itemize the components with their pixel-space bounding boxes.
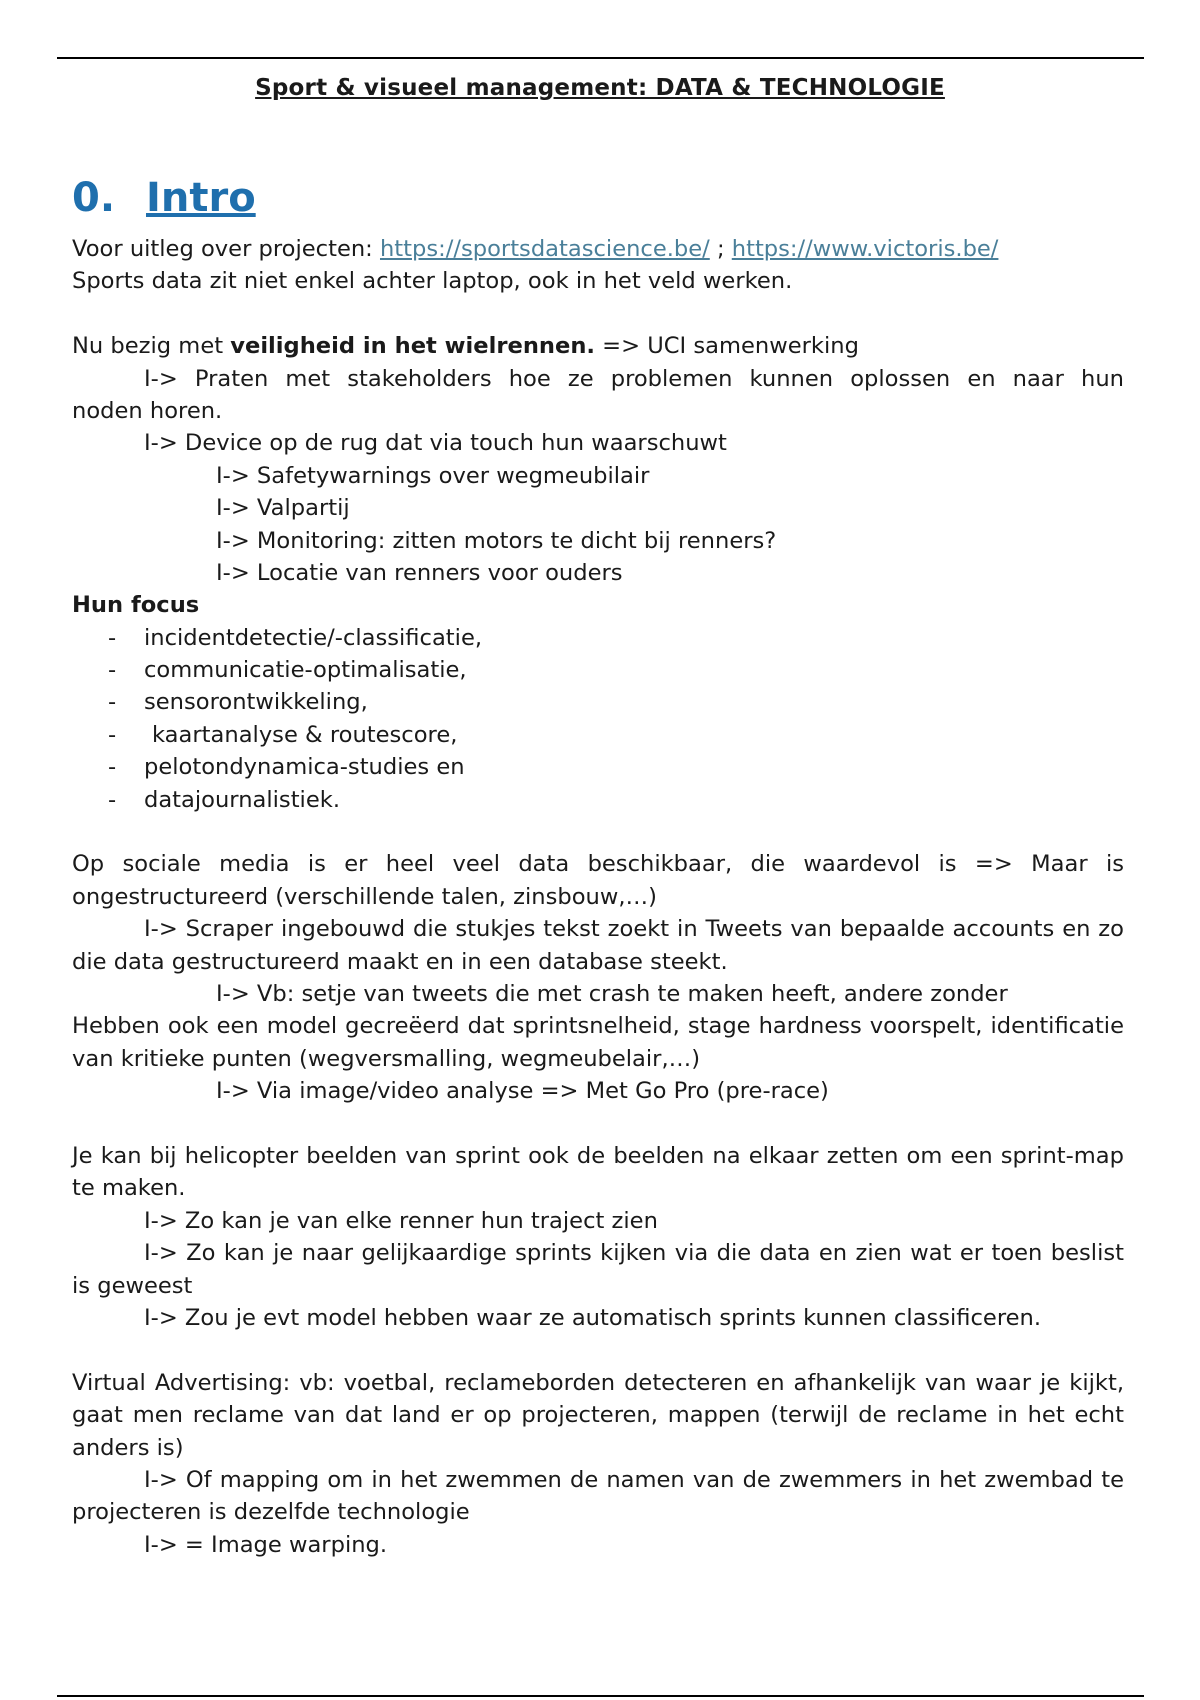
cycling-prefix: Nu bezig met [72, 333, 231, 360]
header-rule [57, 57, 1144, 59]
intro-line-2: Sports data zit niet enkel achter laptop, ook in het veld werken. [72, 268, 793, 295]
document-body [72, 233, 1124, 1561]
focus-item-text: kaartanalyse & routescore, [152, 721, 458, 748]
focus-heading [72, 589, 1124, 621]
section-number: 0. [72, 175, 116, 221]
social-p3: I-> Vb: setje van tweets die met crash te maken heeft, andere zonder [216, 981, 1008, 1008]
social-p5: I-> Via image/video analyse => Met Go Pro (pre-race) [216, 1078, 829, 1105]
virtual-p2: I-> Of mapping om in het zwemmen de namen van de zwemmers in het zwembad te projecteren is dezelfde technologie [72, 1467, 1124, 1526]
bullet-dash: - [108, 624, 117, 651]
cycling-subitem: I-> Valpartij [216, 495, 350, 522]
bullet-dash: - [108, 721, 117, 748]
bullet-dash: - [108, 754, 117, 781]
social-p1a: Op sociale media is er heel veel data beschikbaar, die waardevol is => Maar is [72, 851, 1124, 878]
social-p2: I-> Scraper ingebouwd die stukjes tekst zoekt in Tweets van bepaalde accounts en zo die data gestructureerd maakt en in een database steekt. [72, 916, 1124, 975]
cycling-bold: veiligheid in het wielrennen. [230, 333, 595, 360]
cycling-subitem: I-> Monitoring: zitten motors te dicht bij renners? [216, 527, 777, 554]
cycling-subitem: I-> Locatie van renners voor ouders [216, 559, 623, 586]
social-p1b: ongestructureerd (verschillende talen, zinsbouw,…) [72, 883, 657, 910]
section-heading [72, 170, 256, 226]
sprint-p1: Je kan bij helicopter beelden van sprint ook de beelden na elkaar zetten om een sprint-map te maken. [72, 1143, 1124, 1202]
footer-rule [57, 1695, 1144, 1697]
focus-heading-text: Hun focus [72, 592, 200, 619]
projects-line [72, 233, 1124, 265]
focus-item [72, 654, 1124, 686]
focus-item-text: pelotondynamica-studies en [144, 754, 465, 781]
focus-item [72, 622, 1124, 654]
focus-item [72, 751, 1124, 783]
victoris-link[interactable]: https://www.victoris.be/ [731, 236, 999, 262]
social-p4: Hebben ook een model gecreëerd dat sprintsnelheid, stage hardness voorspelt, identificatie van kritieke punten (wegversmalling, wegmeubelair,…) [72, 1013, 1124, 1072]
focus-item-text: incidentdetectie/-classificatie, [144, 624, 483, 651]
focus-item-text: sensorontwikkeling, [144, 689, 368, 716]
link-separator: ; [709, 236, 732, 262]
bullet-dash: - [108, 786, 117, 813]
bullet-dash: - [108, 689, 117, 716]
focus-item [72, 784, 1124, 816]
sprint-p2: I-> Zo kan je van elke renner hun traject zien [144, 1207, 658, 1234]
virtual-p1: Virtual Advertising: vb: voetbal, reclameborden detecteren en afhankelijk van waar je kijkt, gaat men reclame van dat land er op projecteren, mappen (terwijl de reclame in het echt anders is) [72, 1369, 1124, 1461]
cycling-intro [72, 330, 1124, 362]
projects-prefix: Voor uitleg over projecten: [72, 236, 380, 262]
focus-item-text: datajournalistiek. [144, 786, 340, 813]
virtual-p3: I-> = Image warping. [144, 1531, 388, 1558]
focus-item [72, 686, 1124, 718]
bullet-dash: - [108, 657, 117, 684]
sportsdatascience-link[interactable]: https://sportsdatascience.be/ [379, 236, 710, 262]
section-title: Intro [146, 175, 256, 221]
sprint-p4: I-> Zou je evt model hebben waar ze automatisch sprints kunnen classificeren. [144, 1305, 1042, 1332]
cycling-sub-2: I-> Device op de rug dat via touch hun waarschuwt [144, 430, 727, 457]
cycling-sub-1b: noden horen. [72, 397, 223, 424]
focus-item-text: communicatie-optimalisatie, [144, 657, 467, 684]
document-title: Sport & visueel management: DATA & TECHNOLOGIE [255, 75, 945, 101]
sprint-p3: I-> Zo kan je naar gelijkaardige sprints kijken via die data en zien wat er toen beslist is geweest [72, 1240, 1124, 1299]
cycling-subitem: I-> Safetywarnings over wegmeubilair [216, 462, 650, 489]
cycling-sub-1a: I-> Praten met stakeholders hoe ze problemen kunnen oplossen en naar hun [144, 365, 1124, 392]
focus-item [72, 719, 1124, 751]
cycling-suffix: => UCI samenwerking [595, 333, 859, 360]
